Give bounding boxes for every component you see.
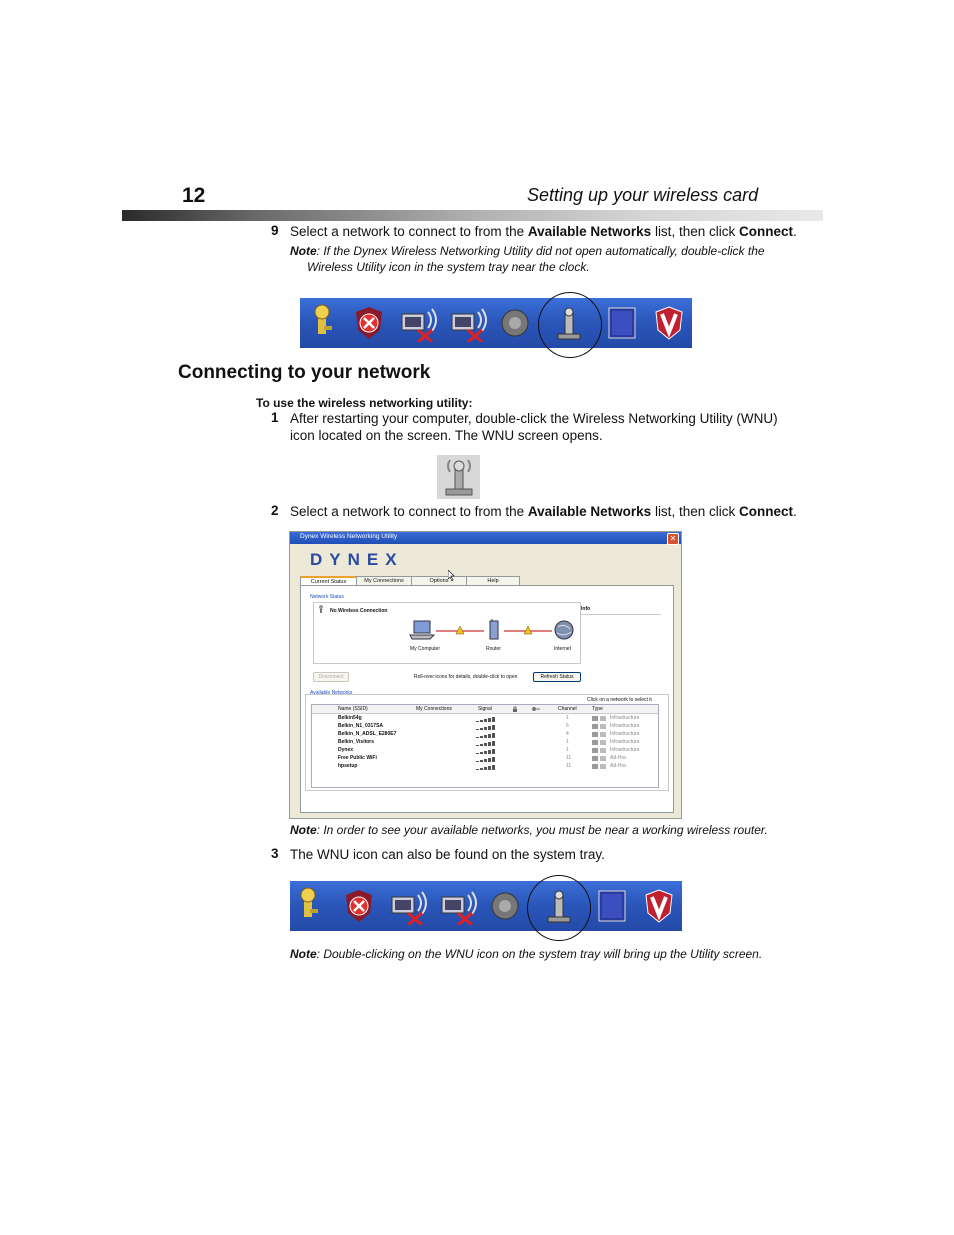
network-channel: 11 — [566, 755, 572, 761]
note-3-text: : Double-clicking on the WNU icon on the system tray will bring up the Utility screen. — [316, 947, 763, 961]
signal-strength-icon — [476, 716, 496, 722]
security-shield-icon-2 — [342, 887, 376, 925]
table-header — [312, 705, 658, 714]
key-column-icon — [532, 706, 540, 712]
subheading: To use the wireless networking utility: — [256, 396, 473, 410]
wnu-title: Dynex Wireless Networking Utility — [300, 533, 398, 540]
tab-current-status[interactable]: Current Status — [300, 576, 357, 587]
tab-my-connections[interactable]: My Connections — [356, 576, 412, 586]
note-2-text: : In order to see your available networks, you must be near a working wireless router. — [316, 823, 768, 837]
network-name: hpsetup — [338, 763, 358, 769]
step-2-text-b: list, then click — [651, 504, 739, 519]
signal-strength-icon — [476, 724, 496, 730]
table-row[interactable] — [312, 747, 658, 755]
network-type-icon — [592, 764, 606, 770]
network-name: Belkin_N_ADSL_E280E7 — [338, 731, 397, 737]
step-2-number: 2 — [271, 503, 279, 518]
network-name: Belkin_Visitors — [338, 739, 375, 745]
network-type-icon — [592, 732, 606, 738]
step-1-line1: After restarting your computer, double-click the Wireless Networking Utility (WNU) — [290, 411, 778, 426]
network-disconnected-icon-2 — [448, 304, 494, 342]
signal-strength-icon — [476, 764, 496, 770]
network-type: Infrastructure — [610, 731, 640, 737]
signal-strength-icon — [476, 740, 496, 746]
step-9-bold-networks: Available Networks — [527, 224, 652, 239]
mouse-cursor-icon — [448, 570, 455, 581]
signal-strength-icon — [476, 732, 496, 738]
page-number: 12 — [182, 184, 206, 207]
dynex-logo: DYNEX — [310, 550, 404, 569]
table-row[interactable] — [312, 763, 658, 771]
antenna-icon — [317, 605, 325, 613]
table-row[interactable] — [312, 723, 658, 731]
col-type[interactable]: Type — [592, 706, 603, 712]
step-2-text — [290, 503, 797, 520]
col-channel[interactable]: Channel — [558, 706, 577, 712]
network-channel: 1 — [566, 715, 569, 721]
keys-icon-2 — [292, 887, 326, 925]
disconnect-button[interactable]: Disconnect — [313, 672, 349, 682]
click-hint: Click on a network to select it — [587, 697, 652, 703]
col-my-connections[interactable]: My Connections — [416, 706, 452, 712]
network-type: Infrastructure — [610, 723, 640, 729]
step-1-number: 1 — [271, 410, 279, 425]
rollover-hint: Roll-over icons for details, double-click to open — [414, 674, 518, 680]
network-type-icon — [592, 740, 606, 746]
network-channel: 6 — [566, 723, 569, 729]
system-tray-image-1 — [300, 298, 692, 348]
network-type: Infrastructure — [610, 739, 640, 745]
table-row[interactable] — [312, 731, 658, 739]
signal-strength-icon — [476, 756, 496, 762]
lock-icon — [512, 706, 518, 712]
network-disconnected-icon-3 — [388, 887, 434, 925]
wnu-panel — [300, 585, 674, 813]
table-row[interactable] — [312, 739, 658, 747]
note-1-line2: Wireless Utility icon in the system tray near the clock. — [307, 260, 590, 274]
device-internet[interactable]: Internet — [554, 646, 571, 652]
network-channel: 4 — [566, 731, 569, 737]
note-2 — [290, 822, 768, 838]
network-type-icon — [592, 724, 606, 730]
col-signal[interactable]: Signal — [478, 706, 492, 712]
info-divider — [581, 614, 661, 615]
section-heading: Connecting to your network — [178, 362, 431, 383]
table-row[interactable] — [312, 755, 658, 763]
network-channel: 11 — [566, 763, 572, 769]
step-9-text-a: Select a network to connect to from the — [290, 224, 528, 239]
step-2-bold-networks: Available Networks — [527, 504, 652, 519]
security-shield-icon — [352, 304, 386, 342]
signal-strength-icon — [476, 748, 496, 754]
step-1-line2: icon located on the screen. The WNU screen opens. — [290, 428, 603, 443]
status-text: No Wireless Connection — [330, 608, 388, 614]
col-name[interactable]: Name (SSID) — [338, 706, 368, 712]
close-icon[interactable]: ✕ — [667, 533, 679, 545]
step-9-text — [290, 223, 797, 240]
speaker-icon-2 — [488, 887, 522, 925]
header-rule — [122, 210, 823, 221]
network-type: Ad-Hoc — [610, 763, 627, 769]
note-1-line1: : If the Dynex Wireless Networking Utility did not open automatically, double-click the — [316, 244, 765, 258]
networks-table — [311, 704, 659, 788]
step-9-text-c: . — [792, 224, 797, 239]
note-1 — [290, 243, 765, 259]
device-my-computer[interactable]: My Computer — [410, 646, 441, 652]
network-name: Free Public WiFi — [338, 755, 377, 761]
section-title: Setting up your wireless card — [527, 185, 759, 205]
note-1-label: Note — [290, 244, 317, 258]
step-2-text-c: . — [792, 504, 797, 519]
refresh-status-button[interactable]: Refresh Status — [533, 672, 581, 682]
network-type-icon — [592, 748, 606, 754]
network-name: Belkin54g — [338, 715, 362, 721]
antivirus-v-icon-2 — [642, 887, 676, 925]
table-row[interactable] — [312, 715, 658, 723]
network-type: Infrastructure — [610, 747, 640, 753]
utility-book-icon-2 — [595, 887, 629, 925]
network-status-box — [313, 602, 581, 664]
tab-options[interactable]: Options — [411, 576, 467, 586]
available-networks-label: Available Networks — [310, 690, 353, 696]
network-name: Belkin_N1_0317SA — [338, 723, 384, 729]
antivirus-v-icon — [652, 304, 686, 342]
keys-icon — [306, 304, 340, 342]
network-channel: 1 — [566, 739, 569, 745]
network-type-icon — [592, 756, 606, 762]
network-status-label: Network Status — [310, 594, 344, 600]
note-2-label: Note — [290, 823, 317, 837]
highlight-circle-2 — [527, 875, 591, 941]
step-2-bold-connect: Connect — [738, 504, 793, 519]
step-9-bold-connect: Connect — [738, 224, 793, 239]
speaker-icon — [498, 304, 532, 342]
system-tray-image-2 — [290, 881, 682, 931]
step-9-number: 9 — [271, 223, 279, 238]
wnu-titlebar — [290, 532, 681, 544]
network-channel: 1 — [566, 747, 569, 753]
note-3-label: Note — [290, 947, 317, 961]
step-2-text-a: Select a network to connect to from the — [290, 504, 528, 519]
step-3-text: The WNU icon can also be found on the system tray. — [290, 847, 605, 862]
network-name: Dynex — [338, 747, 354, 753]
highlight-circle-1 — [538, 292, 602, 358]
step-9-text-b: list, then click — [651, 224, 739, 239]
network-type: Infrastructure — [610, 715, 640, 721]
wnu-window — [289, 531, 682, 819]
network-diagram — [408, 619, 578, 645]
network-disconnected-icon — [398, 304, 444, 342]
network-disconnected-icon-4 — [438, 887, 484, 925]
device-router[interactable]: Router — [486, 646, 502, 652]
step-3-number: 3 — [271, 846, 279, 861]
network-type-icon — [592, 716, 606, 722]
note-3 — [290, 946, 762, 962]
info-label: Info — [581, 606, 591, 612]
utility-book-icon — [605, 304, 639, 342]
wnu-desktop-icon — [437, 455, 480, 499]
network-type: Ad-Hoc — [610, 755, 627, 761]
tab-help[interactable]: Help — [466, 576, 520, 586]
